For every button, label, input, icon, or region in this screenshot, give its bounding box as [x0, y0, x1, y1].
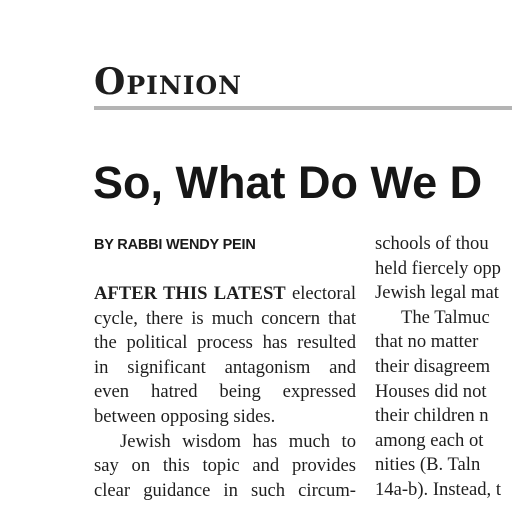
text-line: Jewish wisdom has much to	[120, 430, 356, 452]
text-line: the political process has resulted	[94, 332, 356, 354]
lead-in: AFTER THIS LATEST	[94, 283, 286, 304]
text-line: held fiercely opp	[375, 257, 501, 279]
text-line: Jewish legal mat	[375, 282, 499, 304]
text-line: that no matter	[375, 331, 479, 353]
text-line: The Talmuc	[401, 306, 490, 328]
section-label	[94, 61, 243, 103]
text-line: Houses did not	[375, 380, 487, 402]
article-column-right	[375, 232, 512, 503]
text-line: AFTER THIS LATEST electoral	[94, 283, 356, 304]
text-line: say on this topic and provides	[94, 455, 356, 477]
section-label-rest: PINION	[126, 71, 243, 100]
text-line: between opposing sides.	[94, 405, 276, 427]
text-line: even hatred being expressed	[94, 381, 356, 403]
text-line: among each ot	[375, 429, 484, 451]
text-line: their children n	[375, 405, 489, 427]
text-line: cycle, there is much concern that	[94, 307, 356, 329]
text-line: 14a-b). Instead, t	[375, 478, 501, 500]
article-headline: So, What Do We D	[93, 157, 483, 208]
text-line: clear guidance in such circum-	[94, 479, 356, 501]
section-divider	[94, 106, 512, 110]
section-label-initial: O	[94, 61, 127, 103]
byline: BY RABBI WENDY PEIN	[94, 237, 256, 253]
article-column-left	[94, 282, 356, 503]
text-line: schools of thou	[375, 233, 489, 254]
text-line: in significant antagonism and	[94, 356, 356, 378]
text-line: their disagreem	[375, 355, 491, 377]
text-line: nities (B. Taln	[375, 454, 481, 476]
